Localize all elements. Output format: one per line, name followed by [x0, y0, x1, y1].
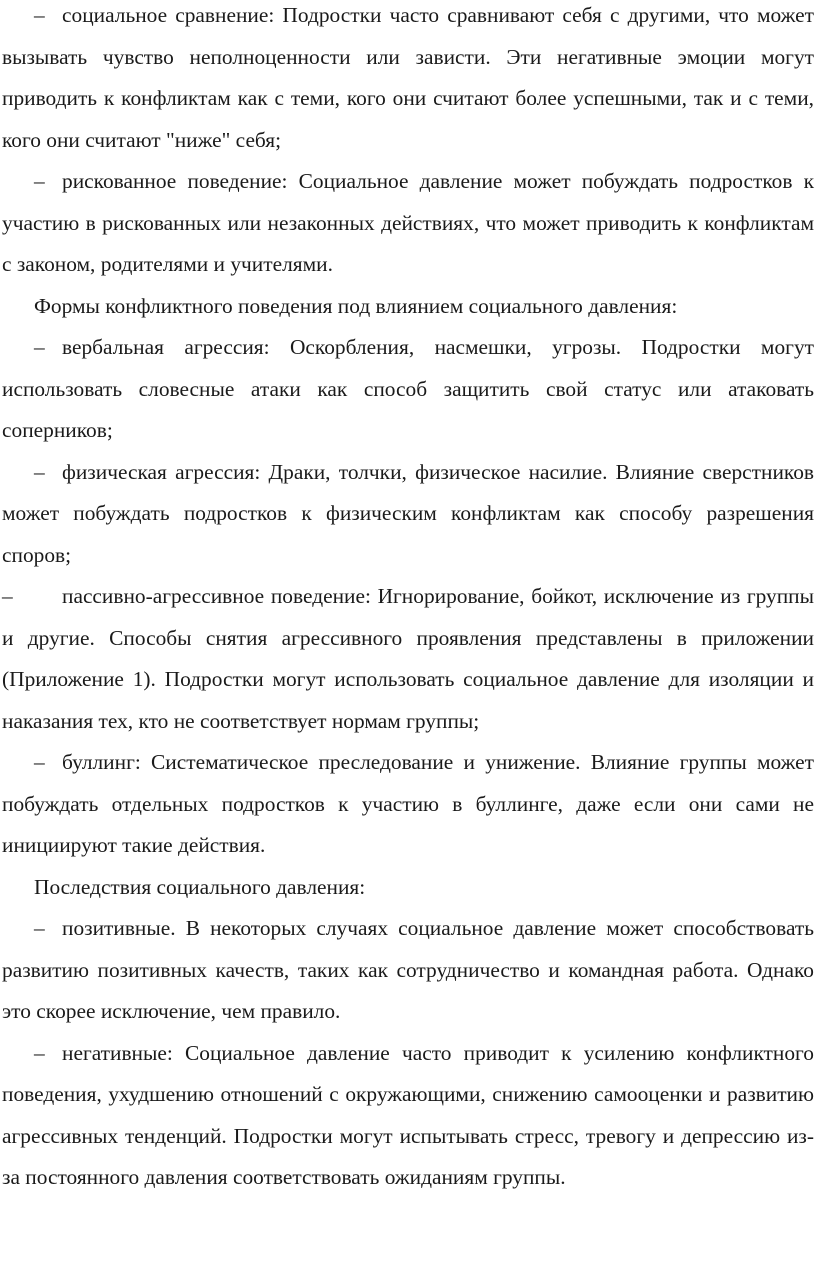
paragraph-consequences-heading	[2, 867, 814, 909]
paragraph-text: вербальная агрессия: Оскорбления, насмешки, угрозы. Подростки могут использовать словесные атаки как способ защитить свой статус или атаковать соперников;	[2, 335, 814, 442]
list-dash: –	[34, 335, 45, 359]
paragraph-text: рискованное поведение: Социальное давление может побуждать подростков к участию в рискованных или незаконных действиях, что может приводить к конфликтам с законом, родителями и учителями.	[2, 169, 814, 276]
paragraph-verbal-aggression	[2, 327, 814, 452]
paragraph-text: пассивно-агрессивное поведение: Игнорирование, бойкот, исключение из группы и другие. Способы снятия агрессивного проявления представлены в приложении (Приложение 1). Подростки могут использовать социальное давление для изоляции и наказания тех, кто не соответствует нормам группы;	[2, 584, 814, 733]
paragraph-social-comparison	[2, 0, 814, 161]
paragraph-text: буллинг: Систематическое преследование и унижение. Влияние группы может побуждать отдельных подростков к участию в буллинге, даже если они сами не инициируют такие действия.	[2, 750, 814, 857]
paragraph-text: Формы конфликтного поведения под влиянием социального давления:	[34, 293, 678, 318]
paragraph-risky-behavior	[2, 161, 814, 286]
list-dash: –	[2, 584, 13, 608]
paragraph-text: Последствия социального давления:	[34, 874, 366, 899]
list-dash: –	[34, 916, 45, 940]
paragraph-passive-aggressive	[2, 576, 814, 742]
list-dash: –	[34, 459, 45, 484]
paragraph-text: социальное сравнение: Подростки часто сравнивают себя с другими, что может вызывать чувство неполноценности или зависти. Эти негативные эмоции могут приводить к конфликтам как с теми, кого они считают более успешными, так и с теми, кого они считают "ниже" себя;	[2, 3, 814, 152]
paragraph-bullying	[2, 742, 814, 867]
paragraph-forms-heading	[2, 286, 814, 328]
paragraph-physical-aggression	[2, 452, 814, 577]
list-dash: –	[34, 3, 45, 27]
paragraph-negative	[2, 1033, 814, 1199]
paragraph-text: физическая агрессия: Драки, толчки, физическое насилие. Влияние сверстников может побуждать подростков к физическим конфликтам как способу разрешения споров;	[2, 459, 814, 567]
list-dash: –	[34, 169, 45, 193]
paragraph-positive	[2, 908, 814, 1033]
list-dash: –	[34, 750, 45, 774]
paragraph-text: негативные: Социальное давление часто приводит к усилению конфликтного поведения, ухудшению отношений с окружающими, снижению самооценки и развитию агрессивных тенденций. Подростки могут испытывать стресс, тревогу и депрессию из-за постоянного давления соответствовать ожиданиям группы.	[2, 1040, 814, 1189]
paragraph-text: позитивные. В некоторых случаях социальное давление может способствовать развитию позитивных качеств, таких как сотрудничество и командная работа. Однако это скорее исключение, чем правило.	[2, 916, 814, 1023]
list-dash: –	[34, 1040, 45, 1065]
